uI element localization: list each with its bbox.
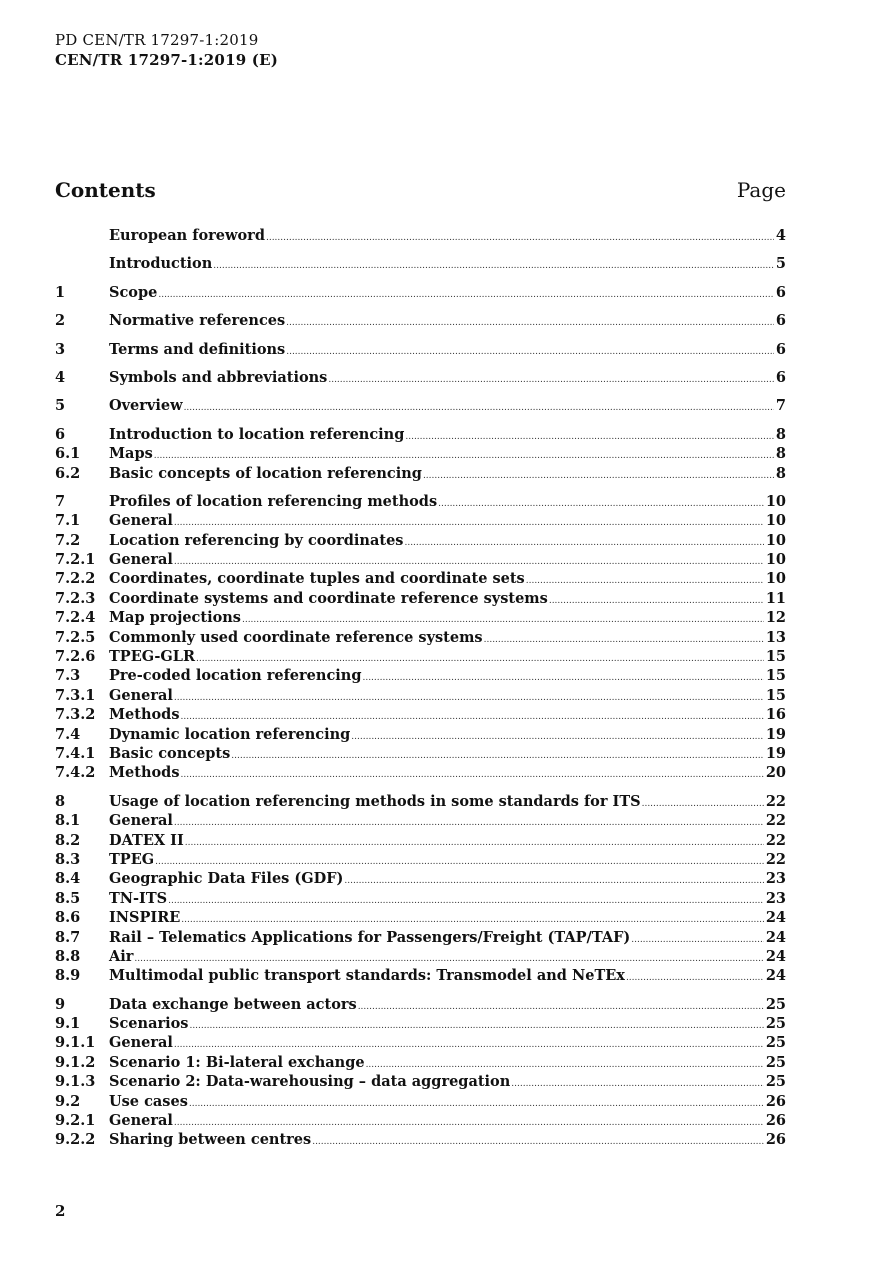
toc-entry-page: 15 xyxy=(765,648,786,666)
contents-title: Contents xyxy=(55,178,156,202)
toc-entry-number: 4 xyxy=(55,368,66,386)
page-column-heading: Page xyxy=(736,178,786,202)
toc-entry-page: 19 xyxy=(765,744,786,762)
dot-leader xyxy=(631,936,764,945)
toc-entry-page: 13 xyxy=(765,628,786,646)
dot-leader xyxy=(181,713,764,722)
toc-entry-page: 6 xyxy=(775,340,786,358)
toc-entry-page: 6 xyxy=(775,283,786,301)
toc-entry-title: Basic concepts xyxy=(109,744,231,762)
toc-entry-title: TPEG xyxy=(109,850,155,868)
toc-entry[interactable] xyxy=(55,1034,786,1053)
dot-leader xyxy=(626,974,764,983)
toc-entry-number: 9.2 xyxy=(55,1092,81,1110)
toc-entry-page: 10 xyxy=(765,492,786,510)
toc-entry[interactable] xyxy=(55,745,786,764)
toc-entry-title: DATEX II xyxy=(109,831,184,849)
toc-entry-number: 7.2.2 xyxy=(55,570,96,588)
dot-leader xyxy=(358,1003,764,1012)
toc-entry[interactable] xyxy=(55,812,786,831)
toc-entry-number: 7.3.2 xyxy=(55,706,96,724)
toc-entry-number: 6.2 xyxy=(55,464,81,482)
toc-entry-title: Scenarios xyxy=(109,1015,189,1033)
dot-leader xyxy=(154,452,774,461)
toc-entry-page: 25 xyxy=(765,1073,786,1091)
toc-entry[interactable] xyxy=(55,512,786,531)
toc-entry-page: 8 xyxy=(775,464,786,482)
toc-entry[interactable] xyxy=(55,687,786,706)
dot-leader xyxy=(351,733,764,742)
dot-leader xyxy=(189,1022,763,1031)
dot-leader xyxy=(362,674,763,683)
toc-entry-title: General xyxy=(109,512,173,530)
toc-entry-number: 7.4 xyxy=(55,725,81,743)
dot-leader xyxy=(242,616,764,625)
dot-leader xyxy=(155,858,764,867)
toc-entry[interactable] xyxy=(55,996,786,1015)
toc-entry[interactable] xyxy=(55,967,786,986)
toc-entry[interactable] xyxy=(55,706,786,725)
dot-leader xyxy=(158,291,774,300)
toc-entry-page: 25 xyxy=(765,1034,786,1052)
toc-entry[interactable] xyxy=(55,1015,786,1034)
dot-leader xyxy=(196,655,764,664)
toc-entry[interactable] xyxy=(55,609,786,628)
toc-entry[interactable] xyxy=(55,870,786,889)
toc-entry-page: 6 xyxy=(775,368,786,386)
toc-entry[interactable] xyxy=(55,465,786,484)
toc-entry-title: Methods xyxy=(109,706,180,724)
toc-entry-page: 15 xyxy=(765,686,786,704)
dot-leader xyxy=(181,771,764,780)
toc-entry-number: 9.1.2 xyxy=(55,1053,96,1071)
dot-leader xyxy=(511,1080,764,1089)
toc-entry[interactable] xyxy=(55,493,786,512)
toc-entry-title: Terms and definitions xyxy=(109,340,286,358)
dot-leader xyxy=(484,636,764,645)
toc-entry[interactable] xyxy=(55,426,786,445)
toc-entry-page: 12 xyxy=(765,609,786,627)
toc-entry-number: 8.9 xyxy=(55,967,81,985)
toc-entry-page: 26 xyxy=(765,1131,786,1149)
toc-entry-number: 7.3.1 xyxy=(55,686,96,704)
toc-entry-page: 20 xyxy=(765,764,786,782)
toc-entry[interactable] xyxy=(55,648,786,667)
dot-leader xyxy=(328,376,774,385)
toc-entry-number: 8.7 xyxy=(55,928,81,946)
toc-entry-title: Commonly used coordinate reference systems xyxy=(109,628,483,646)
dot-leader xyxy=(344,877,763,886)
toc-entry[interactable] xyxy=(55,1112,786,1131)
toc-entry-number: 6 xyxy=(55,425,66,443)
toc-entry-page: 25 xyxy=(765,1015,786,1033)
toc-entry-number: 9.2.1 xyxy=(55,1112,96,1130)
toc-entry[interactable] xyxy=(55,341,786,360)
toc-entry-title: Maps xyxy=(109,445,153,463)
toc-entry-page: 23 xyxy=(765,870,786,888)
toc-entry-page: 25 xyxy=(765,1053,786,1071)
toc-entry-title: Geographic Data Files (GDF) xyxy=(109,870,344,888)
dot-leader xyxy=(231,752,764,761)
toc-entry-number: 6.1 xyxy=(55,445,81,463)
toc-entry-page: 10 xyxy=(765,531,786,549)
toc-entry-number: 8.5 xyxy=(55,889,81,907)
toc-entry[interactable] xyxy=(55,629,786,648)
dot-leader xyxy=(174,1041,764,1050)
dot-leader xyxy=(405,433,774,442)
dot-leader xyxy=(642,800,764,809)
toc-entry-number: 9 xyxy=(55,995,66,1013)
toc-entry-page: 25 xyxy=(765,995,786,1013)
toc-entry[interactable] xyxy=(55,532,786,551)
dot-leader xyxy=(189,1100,764,1109)
toc-entry[interactable] xyxy=(55,1131,786,1150)
toc-entry[interactable] xyxy=(55,909,786,928)
toc-entry-title: Scope xyxy=(109,283,158,301)
toc-entry-number: 9.1 xyxy=(55,1015,81,1033)
toc-entry-page: 5 xyxy=(775,255,786,273)
toc-entry-page: 26 xyxy=(765,1112,786,1130)
toc-entry-title: Scenario 2: Data-warehousing – data aggregation xyxy=(109,1073,511,1091)
toc-entry-number: 7.2.4 xyxy=(55,609,96,627)
dot-leader xyxy=(174,558,764,567)
toc-entry-number: 7.1 xyxy=(55,512,81,530)
toc-entry-number: 7.2 xyxy=(55,531,81,549)
dot-leader xyxy=(366,1061,764,1070)
toc-entry-page: 24 xyxy=(765,909,786,927)
document-id-edition: CEN/TR 17297-1:2019 (E) xyxy=(55,51,278,69)
toc-entry-number: 8.1 xyxy=(55,812,81,830)
dot-leader xyxy=(266,234,774,243)
toc-entry-page: 6 xyxy=(775,312,786,330)
toc-entry-title: Introduction to location referencing xyxy=(109,425,405,443)
dot-leader xyxy=(438,500,764,509)
toc-entry[interactable] xyxy=(55,1093,786,1112)
toc-entry-title: Dynamic location referencing xyxy=(109,725,351,743)
toc-entry-number: 9.2.2 xyxy=(55,1131,96,1149)
toc-entry[interactable] xyxy=(55,890,786,909)
toc-entry-number: 7.2.5 xyxy=(55,628,96,646)
toc-entry-page: 24 xyxy=(765,967,786,985)
toc-entry[interactable] xyxy=(55,1054,786,1073)
dot-leader xyxy=(286,348,774,357)
dot-leader xyxy=(526,577,764,586)
toc-entry[interactable] xyxy=(55,793,786,812)
toc-entry-title: Scenario 1: Bi-lateral exchange xyxy=(109,1053,365,1071)
toc-entry-number: 8.8 xyxy=(55,947,81,965)
toc-entry-title: Map projections xyxy=(109,609,241,627)
toc-entry[interactable] xyxy=(55,832,786,851)
toc-entry-page: 22 xyxy=(765,792,786,810)
toc-entry-number: 8.4 xyxy=(55,870,81,888)
toc-entry-title: General xyxy=(109,1112,173,1130)
toc-entry-page: 8 xyxy=(775,425,786,443)
toc-entry-number: 9.1.3 xyxy=(55,1073,96,1091)
toc-entry-page: 4 xyxy=(775,227,786,244)
toc-entry-title: European foreword xyxy=(109,227,265,244)
toc-entry[interactable] xyxy=(55,312,786,331)
toc-entry-number: 3 xyxy=(55,340,66,358)
toc-entry-page: 15 xyxy=(765,667,786,685)
toc-entry[interactable] xyxy=(55,726,786,745)
dot-leader xyxy=(549,597,764,606)
dot-leader xyxy=(174,1119,764,1128)
toc-entry[interactable] xyxy=(55,255,786,274)
dot-leader xyxy=(174,819,764,828)
toc-entry-page: 8 xyxy=(775,445,786,463)
toc-entry[interactable] xyxy=(55,397,786,416)
toc-entry-title: Location referencing by coordinates xyxy=(109,531,404,549)
toc-entry[interactable] xyxy=(55,1073,786,1092)
dot-leader xyxy=(213,262,774,271)
toc-entry-page: 7 xyxy=(775,397,786,415)
dot-leader xyxy=(185,839,764,848)
dot-leader xyxy=(312,1138,764,1147)
toc-entry-page: 26 xyxy=(765,1092,786,1110)
toc-entry[interactable] xyxy=(55,284,786,303)
dot-leader xyxy=(181,916,764,925)
dot-leader xyxy=(174,694,764,703)
toc-entry-number: 7.2.1 xyxy=(55,551,96,569)
toc-entry[interactable] xyxy=(55,227,786,246)
toc-entry-title: TN-ITS xyxy=(109,889,168,907)
toc-entry-page: 16 xyxy=(765,706,786,724)
toc-entry-title: Rail – Telematics Applications for Passengers/Freight (TAP/TAF) xyxy=(109,928,631,946)
toc-entry-number: 9.1.1 xyxy=(55,1034,96,1052)
toc-entry-title: Methods xyxy=(109,764,180,782)
toc-entry-title: Pre-coded location referencing xyxy=(109,667,362,685)
toc-entry-title: INSPIRE xyxy=(109,909,181,927)
toc-entry-title: Data exchange between actors xyxy=(109,995,357,1013)
toc-entry[interactable] xyxy=(55,667,786,686)
toc-entry-page: 24 xyxy=(765,928,786,946)
toc-entry-title: General xyxy=(109,686,173,704)
toc-entry-title: Sharing between centres xyxy=(109,1131,312,1149)
toc-entry-title: TPEG-GLR xyxy=(109,648,196,666)
toc-entry-title: Multimodal public transport standards: Transmodel and NeTEx xyxy=(109,967,625,985)
dot-leader xyxy=(404,539,763,548)
toc-entry[interactable] xyxy=(55,851,786,870)
toc-entry-title: Introduction xyxy=(109,255,213,273)
toc-entry[interactable] xyxy=(55,369,786,388)
toc-entry-title: Symbols and abbreviations xyxy=(109,368,328,386)
toc-entry[interactable] xyxy=(55,551,786,570)
toc-entry-page: 22 xyxy=(765,812,786,830)
toc-entry-title: Air xyxy=(109,947,134,965)
toc-entry-title: Use cases xyxy=(109,1092,188,1110)
toc-entry-number: 2 xyxy=(55,312,66,330)
toc-entry-title: Usage of location referencing methods in some standards for ITS xyxy=(109,792,641,810)
toc-entry-page: 10 xyxy=(765,512,786,530)
toc-entry-number: 1 xyxy=(55,283,66,301)
toc-entry-number: 7.3 xyxy=(55,667,81,685)
toc-entry[interactable] xyxy=(55,948,786,967)
toc-entry-page: 11 xyxy=(765,589,786,607)
toc-entry-number: 8.6 xyxy=(55,909,81,927)
toc-entry-number: 8.2 xyxy=(55,831,81,849)
toc-entry-number: 7.2.3 xyxy=(55,589,96,607)
toc-entry-page: 19 xyxy=(765,725,786,743)
dot-leader xyxy=(423,472,774,481)
toc-entry[interactable] xyxy=(55,929,786,948)
dot-leader xyxy=(174,519,764,528)
toc-entry-number: 8.3 xyxy=(55,850,81,868)
toc-entry-title: Coordinates, coordinate tuples and coordinate sets xyxy=(109,570,525,588)
toc-entry-title: Basic concepts of location referencing xyxy=(109,464,422,482)
toc-entry-title: General xyxy=(109,1034,173,1052)
dot-leader xyxy=(286,319,774,328)
toc-entry-number: 5 xyxy=(55,397,66,415)
toc-entry-page: 10 xyxy=(765,570,786,588)
toc-entry-title: General xyxy=(109,812,173,830)
toc-entry[interactable] xyxy=(55,590,786,609)
dot-leader xyxy=(168,897,764,906)
toc-entry-title: Profiles of location referencing methods xyxy=(109,492,438,510)
dot-leader xyxy=(184,404,774,413)
toc-entry-title: General xyxy=(109,551,173,569)
dot-leader xyxy=(134,955,763,964)
toc-entry[interactable] xyxy=(55,764,786,783)
page-number: 2 xyxy=(55,1202,66,1220)
toc-entry[interactable] xyxy=(55,445,786,464)
toc-entry-number: 7.4.1 xyxy=(55,744,96,762)
toc-entry-page: 24 xyxy=(765,947,786,965)
toc-entry-number: 7.2.6 xyxy=(55,648,96,666)
table-of-contents xyxy=(55,227,786,1151)
toc-entry-page: 22 xyxy=(765,831,786,849)
toc-entry[interactable] xyxy=(55,570,786,589)
toc-entry-number: 7.4.2 xyxy=(55,764,96,782)
toc-entry-number: 8 xyxy=(55,792,66,810)
document-id: PD CEN/TR 17297-1:2019 xyxy=(55,31,259,49)
toc-entry-title: Coordinate systems and coordinate reference systems xyxy=(109,589,548,607)
toc-entry-title: Normative references xyxy=(109,312,286,330)
toc-entry-page: 23 xyxy=(765,889,786,907)
toc-entry-page: 22 xyxy=(765,850,786,868)
toc-entry-page: 10 xyxy=(765,551,786,569)
toc-entry-number: 7 xyxy=(55,492,66,510)
toc-entry-title: Overview xyxy=(109,397,183,415)
